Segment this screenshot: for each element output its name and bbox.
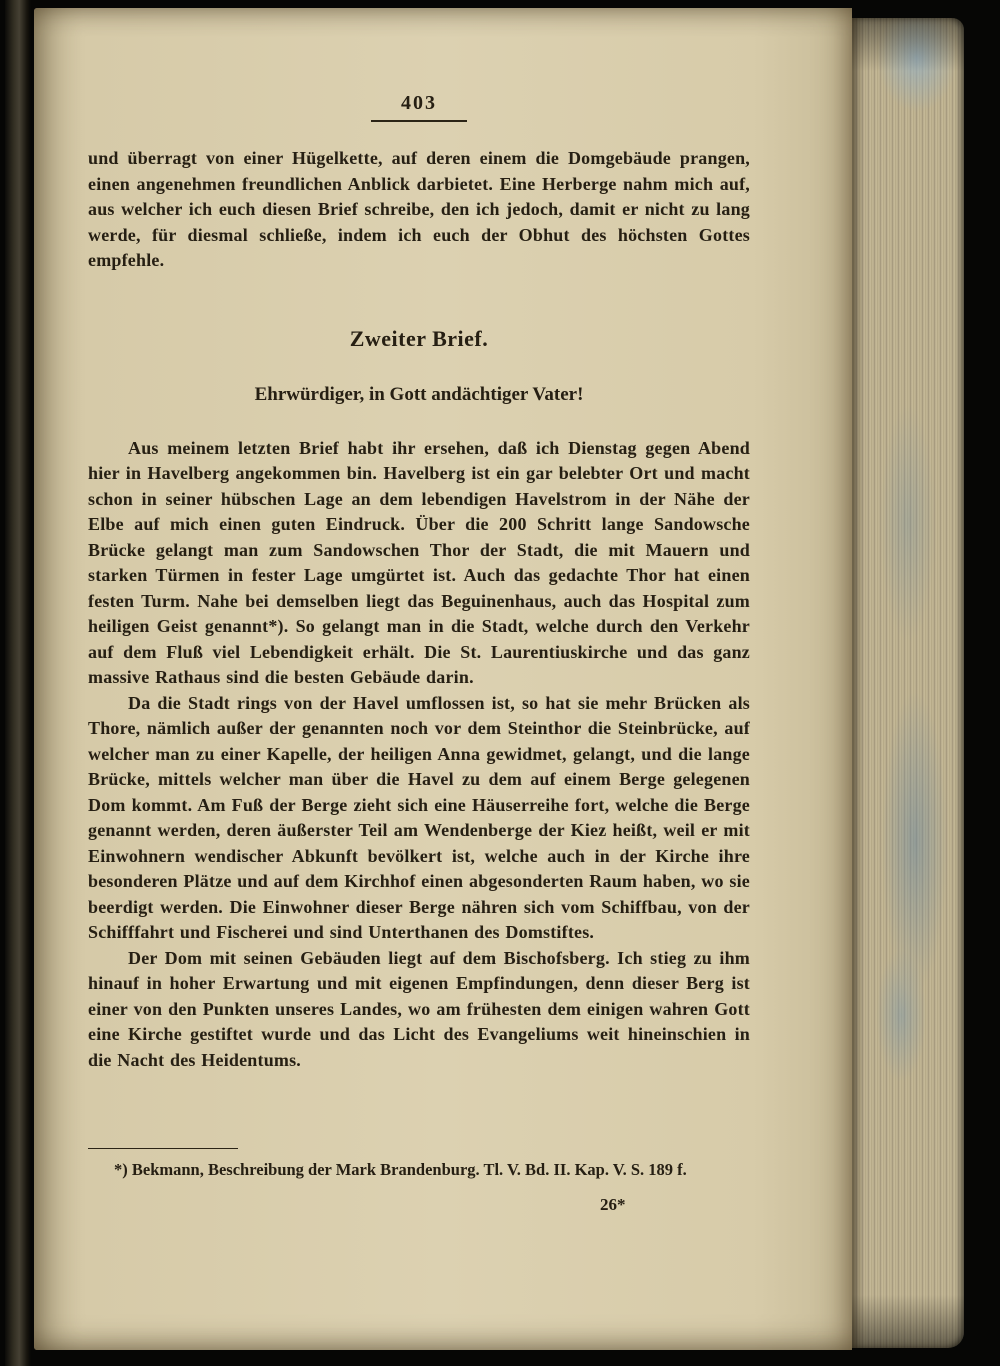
signature-mark: 26* [600, 1195, 626, 1214]
footnote: *) Bekmann, Beschreibung der Mark Brandenburg. Tl. V. Bd. II. Kap. V. S. 189 f. [114, 1160, 687, 1179]
letter-heading: Zweiter Brief. [349, 325, 489, 351]
page-footer [88, 1148, 750, 1215]
paragraph-1: Aus meinem letzten Brief habt ihr ersehen, daß ich Dienstag gegen Abend hier in Havelberg angekommen bin. Havelberg ist ein gar belebter Ort und macht schon in seiner hübschen Lage an dem lebendigen Havelstrom in der Nähe der Elbe auf mich einen guten Eindruck. Über die 200 Schritt lange Sandowsche Brücke gelangt man zum Sandowschen Thor der Stadt, die mit Mauern und starken Türmen in fester Lage umgürtet ist. Auch das gedachte Thor hat einen festen Turm. Nahe bei demselben liegt das Beguinenhaus, auch das Hospital zum heiligen Geist genannt*). So gelangt man in die Stadt, welche durch den Verkehr auf dem Fluß viel Lebendigkeit erhält. Die St. Laurentiuskirche und das ganz massive Rathaus sind die besten Gebäude darin. [88, 437, 750, 687]
left-page-edge [5, 0, 31, 1366]
page-edge-stack [852, 18, 964, 1348]
salutation: Ehrwürdiger, in Gott andächtiger Vater! [254, 383, 584, 405]
paragraph-2: Da die Stadt rings von der Havel umflossen ist, so hat sie mehr Brücken als Thore, nämlich außer der genannten noch vor dem Steinthor die Steinbrücke, auf welcher man zu einer Kapelle, der heiligen Anna gewidmet, gelangt, und die lange Brücke, mittels welcher man über die Havel zu dem auf einem Berge gelegenen Dom kommt. Am Fuß der Berge zieht sich eine Häuserreihe fort, welche die Berge genannt werden, deren äußerster Teil am Wendenberge der Kiez heißt, weil er mit Einwohnern wendischer Abkunft bevölkert ist, welche auch in der Kirche ihre besonderen Plätze und auf dem Kirchhof einen abgesonderten Raum haben, wo sie beerdigt werden. Die Einwohner dieser Berge nähren sich vom Schiffbau, von der Schifffahrt und Fischerei und sind Unterthanen des Domstiftes. [88, 692, 750, 942]
paragraph-3: Der Dom mit seinen Gebäuden liegt auf dem Bischofsberg. Ich stieg zu ihm hinauf in hoher Erwartung und mit eigenen Empfindungen, denn dieser Berg ist einer von den Punkten unseres Landes, wo am frühesten dem einigen wahren Gott eine Kirche gestiftet wurde und das Licht des Evangeliums weit hineinschien in die Nacht des Heidentums. [88, 947, 750, 1070]
page-number: 403 [401, 92, 437, 114]
paragraph-continuation: und überragt von einer Hügelkette, auf deren einem die Domgebäude prangen, einen angenehmen freundlichen Anblick darbietet. Eine Herberge nahm mich auf, aus welcher ich euch diesen Brief schreibe, den ich jedoch, damit er nicht zu lang werde, für diesmal schließe, indem ich euch der Obhut des höchsten Gottes empfehle. [88, 148, 750, 270]
book-page [34, 8, 852, 1350]
footnote-rule [88, 1148, 238, 1149]
text-block [88, 92, 750, 1073]
page-number-rule [371, 120, 467, 122]
